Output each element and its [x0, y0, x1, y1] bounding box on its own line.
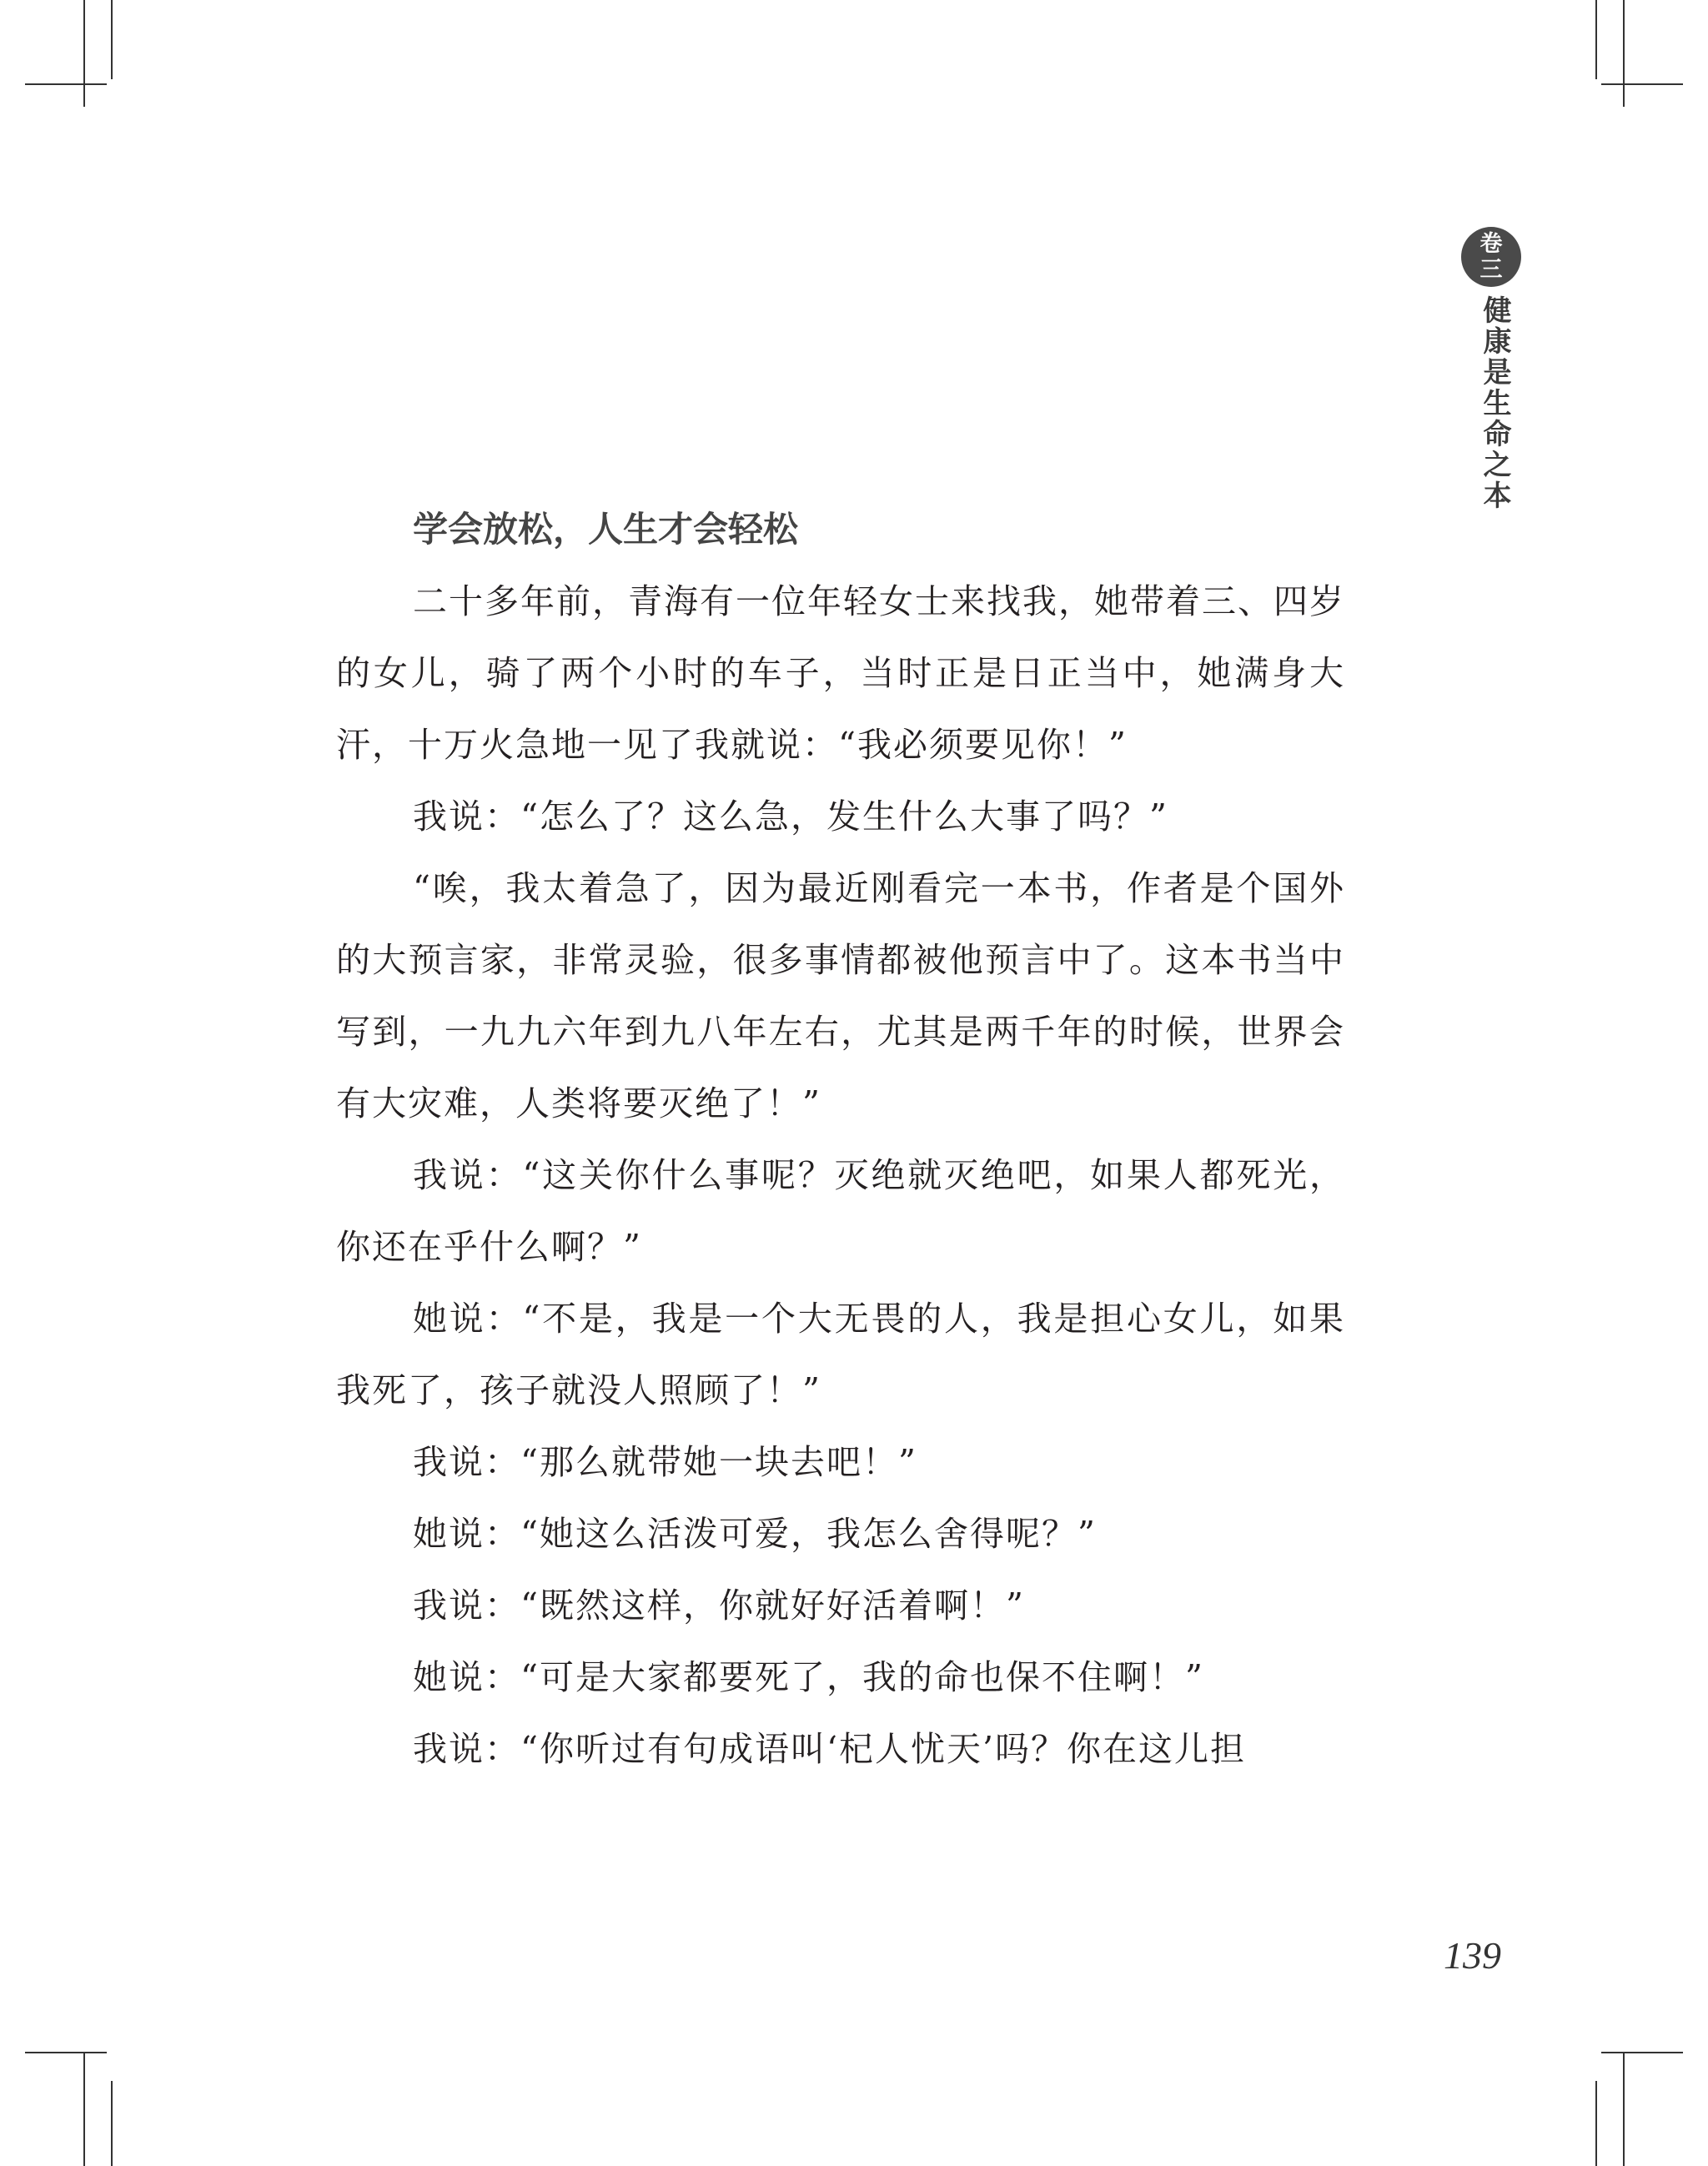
page-body — [336, 500, 1345, 1785]
paragraph: 我说：“既然这样，你就好好活着啊！” — [413, 1586, 1025, 1626]
crop-mark — [25, 2052, 107, 2053]
paragraph: 她说：“她这么活泼可爱，我怎么舍得呢？” — [413, 1514, 1097, 1554]
paragraph: 她说：“不是，我是一个大无畏的人，我是担心女儿，如果我死了，孩子就没人照顾了！” — [336, 1299, 1345, 1410]
crop-mark — [25, 83, 107, 85]
crop-mark — [83, 0, 85, 107]
paragraph: 我说：“这关你什么事呢？灭绝就灭绝吧，如果人都死光，你还在乎什么啊？” — [336, 1155, 1345, 1267]
chapter-side-tab — [1461, 227, 1521, 511]
crop-mark — [1601, 2052, 1683, 2053]
paragraph: 二十多年前，青海有一位年轻女士来找我，她带着三、四岁的女儿，骑了两个小时的车子，当时正是日正当中，她满身大汗，十万火急地一见了我就说：“我必须要见你！” — [336, 581, 1345, 765]
page-number: 139 — [1444, 1934, 1501, 1977]
chapter-title-vertical: 健康是生命之本 — [1478, 295, 1511, 511]
paragraph: 我说：“你听过有句成语叫‘杞人忧天’吗？你在这儿担 — [413, 1729, 1247, 1769]
crop-mark — [1623, 2052, 1625, 2166]
paragraph: 她说：“可是大家都要死了，我的命也保不住啊！” — [413, 1657, 1204, 1697]
crop-mark — [1601, 83, 1683, 85]
crop-mark — [111, 0, 113, 79]
paragraph: 我说：“那么就带她一块去吧！” — [413, 1442, 917, 1482]
section-title: 学会放松，人生才会轻松 — [413, 509, 799, 550]
paragraph: 我说：“怎么了？这么急，发生什么大事了吗？” — [413, 797, 1168, 837]
volume-char: 三 — [1479, 257, 1503, 283]
crop-mark — [1595, 2081, 1597, 2166]
crop-mark — [1623, 0, 1625, 107]
volume-badge — [1461, 227, 1521, 287]
crop-mark — [1595, 0, 1597, 79]
crop-mark — [83, 2052, 85, 2166]
volume-char: 卷 — [1479, 231, 1503, 257]
crop-mark — [111, 2081, 113, 2166]
paragraph: “唉，我太着急了，因为最近刚看完一本书，作者是个国外的大预言家，非常灵验，很多事情都被他预言中了。这本书当中写到，一九九六年到九八年左右，尤其是两千年的时候，世界会有大灾难，人类将要灭绝了！” — [336, 868, 1345, 1123]
